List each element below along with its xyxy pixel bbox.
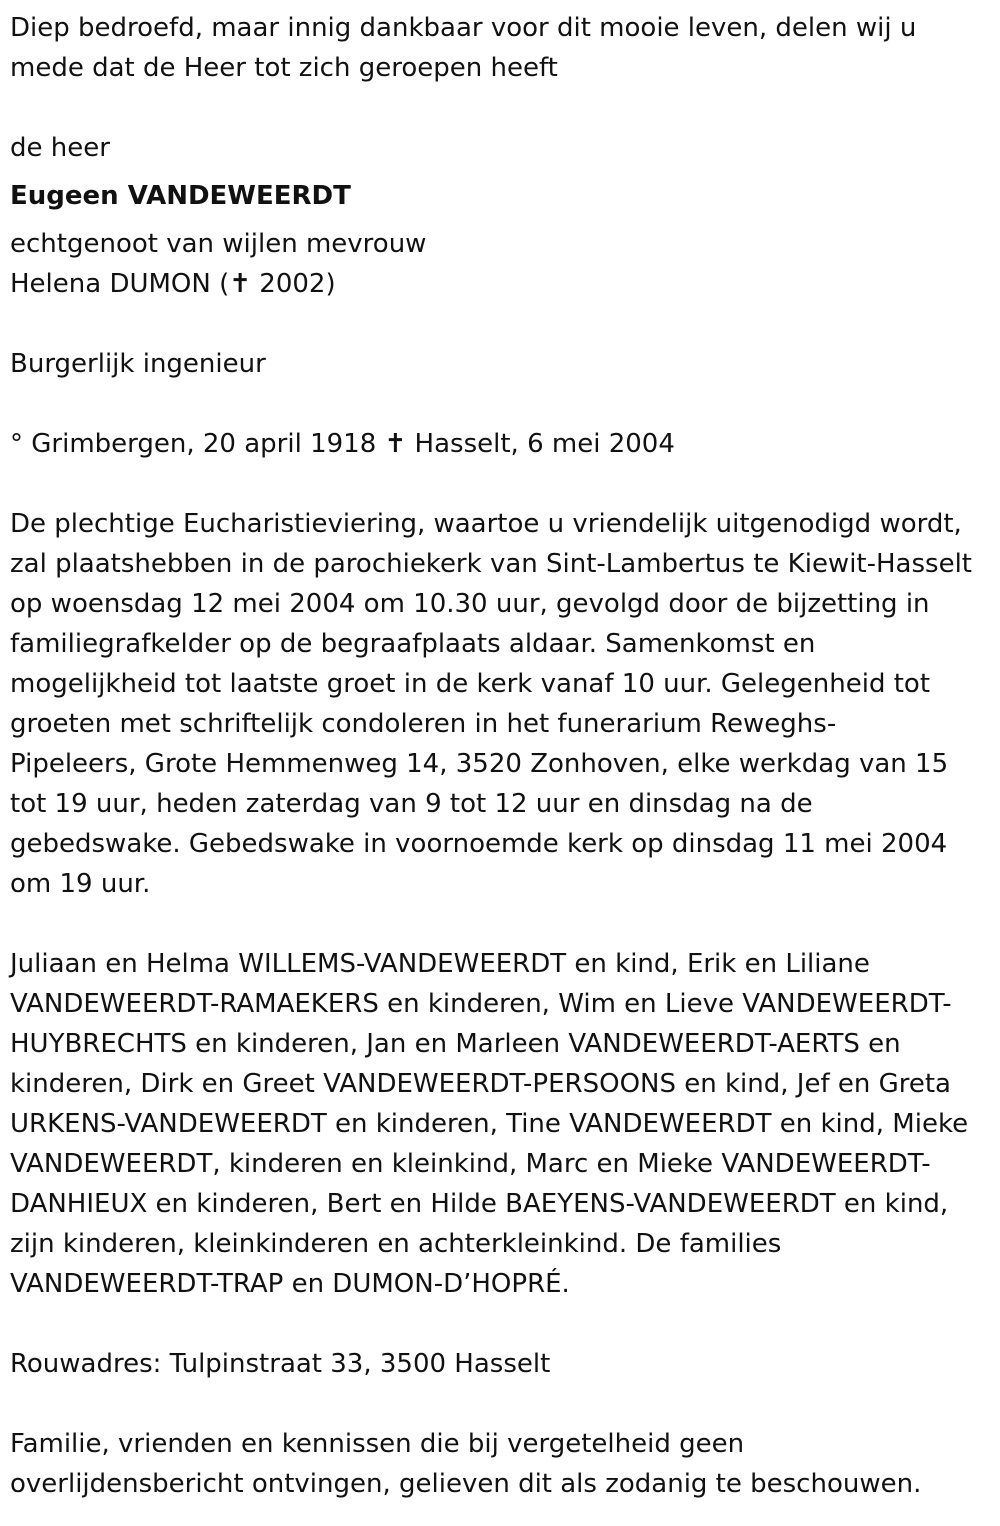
family-line: VANDEWEERDT-RAMAEKERS en kinderen, Wim en Lieve VANDEWEERDT- [10, 989, 952, 1019]
ceremony-line: De plechtige Eucharistieviering, waartoe u vriendelijk uitgenodigd wordt, [10, 509, 962, 539]
ceremony-line: groeten met schriftelijk condoleren in het funerarium Reweghs- [10, 709, 837, 739]
closing-line: overlijdensbericht ontvingen, gelieven dit als zodanig te beschouwen. [10, 1469, 922, 1499]
profession-text: Burgerlijk ingenieur [10, 349, 266, 379]
intro-line: mede dat de Heer tot zich geroepen heeft [10, 53, 558, 83]
ceremony-line: om 19 uur. [10, 869, 151, 899]
ceremony-line: familiegrafkelder op de begraafplaats aldaar. Samenkomst en [10, 629, 816, 659]
ceremony-line: mogelijkheid tot laatste groet in de kerk vanaf 10 uur. Gelegenheid tot [10, 669, 931, 699]
family-line: URKENS-VANDEWEERDT en kinderen, Tine VANDEWEERDT en kind, Mieke [10, 1109, 969, 1139]
spouse-name: Helena DUMON (✝ 2002) [10, 269, 336, 299]
ceremony-line: op woensdag 12 mei 2004 om 10.30 uur, gevolgd door de bijzetting in [10, 589, 930, 619]
family-line: VANDEWEERDT-TRAP en DUMON-D’HOPRÉ. [10, 1269, 570, 1299]
family-line: DANHIEUX en kinderen, Bert en Hilde BAEYENS-VANDEWEERDT en kind, [10, 1189, 949, 1219]
deceased-name: Eugeen VANDEWEERDT [10, 181, 351, 211]
family-line: HUYBRECHTS en kinderen, Jan en Marleen VANDEWEERDT-AERTS en [10, 1029, 901, 1059]
spacer [10, 88, 1000, 128]
profession [10, 344, 1000, 384]
spacer [10, 384, 1000, 424]
honorific: de heer [10, 133, 110, 163]
spouse-line: echtgenoot van wijlen mevrouw [10, 229, 427, 259]
spacer [10, 904, 1000, 944]
mourning-address [10, 1344, 1000, 1384]
deceased-block [10, 128, 1000, 304]
family-line: Juliaan en Helma WILLEMS-VANDEWEERDT en kind, Erik en Liliane [10, 949, 870, 979]
mourning-address-text: Rouwadres: Tulpinstraat 33, 3500 Hasselt [10, 1349, 551, 1379]
spacer [10, 1304, 1000, 1344]
spacer [10, 304, 1000, 344]
ceremony-line: gebedswake. Gebedswake in voornoemde kerk op dinsdag 11 mei 2004 [10, 829, 948, 859]
ceremony-line: tot 19 uur, heden zaterdag van 9 tot 12 uur en dinsdag na de [10, 789, 813, 819]
spacer [10, 1384, 1000, 1424]
ceremony-paragraph [10, 504, 1000, 904]
closing-line: Familie, vrienden en kennissen die bij vergetelheid geen [10, 1429, 745, 1459]
closing-paragraph [10, 1424, 1000, 1504]
intro-paragraph [10, 8, 1000, 88]
family-line: zijn kinderen, kleinkinderen en achterkleinkind. De families [10, 1229, 782, 1259]
family-line: kinderen, Dirk en Greet VANDEWEERDT-PERSOONS en kind, Jef en Greta [10, 1069, 951, 1099]
ceremony-line: Pipeleers, Grote Hemmenweg 14, 3520 Zonhoven, elke werkdag van 15 [10, 749, 949, 779]
spacer [10, 464, 1000, 504]
family-line: VANDEWEERDT, kinderen en kleinkind, Marc en Mieke VANDEWEERDT- [10, 1149, 931, 1179]
intro-line: Diep bedroefd, maar innig dankbaar voor dit mooie leven, delen wij u [10, 13, 917, 43]
life-dates [10, 424, 1000, 464]
family-paragraph [10, 944, 1000, 1304]
life-dates-text: ° Grimbergen, 20 april 1918 ✝ Hasselt, 6 mei 2004 [10, 429, 675, 459]
ceremony-line: zal plaatshebben in de parochiekerk van Sint-Lambertus te Kiewit-Hasselt [10, 549, 972, 579]
